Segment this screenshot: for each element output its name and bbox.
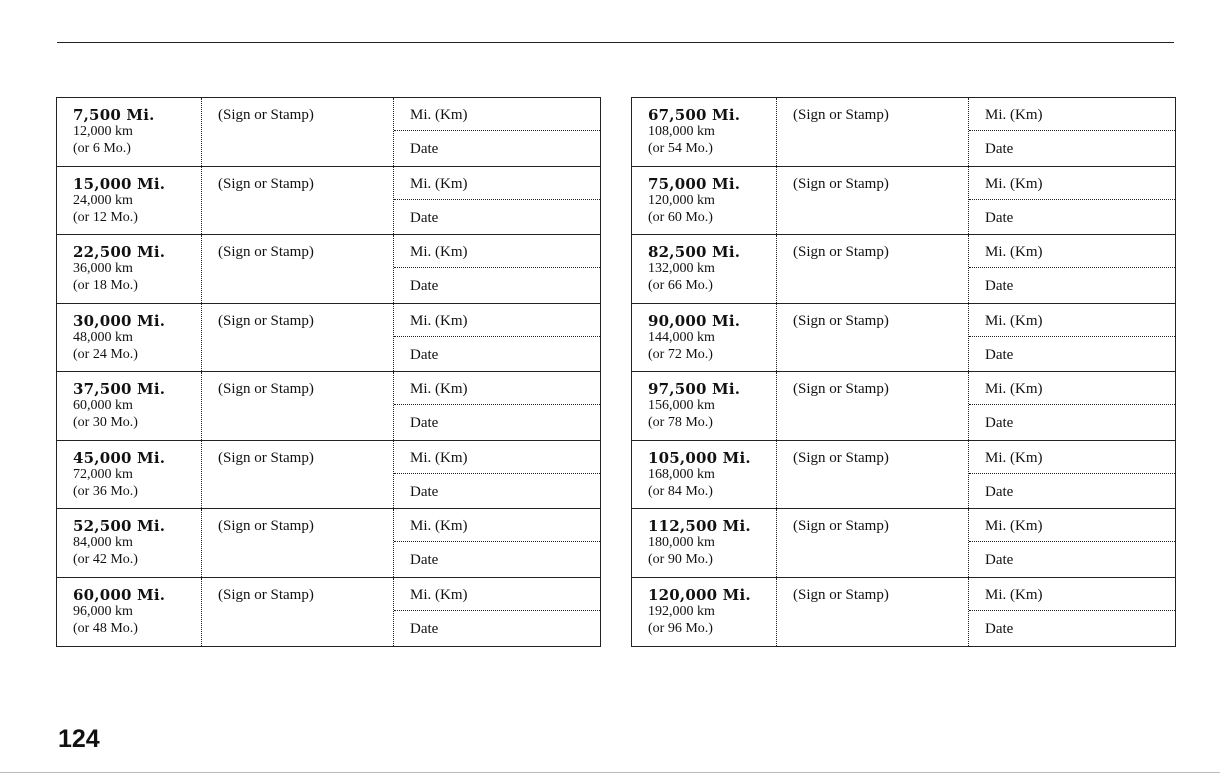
date-field-label: Date [410,483,439,500]
interval-miles: 30,000 Mi. [73,311,166,330]
interval-miles: 15,000 Mi. [73,174,166,193]
interval-miles: 97,500 Mi. [648,380,741,398]
record-divider [969,404,1175,405]
mileage-field-label: Mi. (Km) [985,449,1043,466]
record-cell [394,304,600,372]
record-cell [969,167,1175,235]
sign-or-stamp-label: (Sign or Stamp) [793,312,889,329]
record-cell [969,304,1175,372]
record-divider [969,610,1175,611]
service-interval-cell [57,509,202,577]
sign-or-stamp-label: (Sign or Stamp) [218,175,314,192]
mileage-field-label: Mi. (Km) [410,381,468,397]
service-interval-cell [632,372,777,440]
record-divider [394,610,600,611]
date-field-label: Date [985,141,1014,157]
mileage-field-label: Mi. (Km) [410,449,468,466]
date-field-label: Date [410,346,439,363]
date-field-label: Date [410,415,439,431]
maintenance-log-table-left [56,97,601,647]
sign-or-stamp-cell [777,98,969,166]
record-divider [394,267,600,268]
sign-or-stamp-cell [777,372,969,440]
sign-or-stamp-label: (Sign or Stamp) [218,518,314,534]
sign-or-stamp-cell [202,167,394,235]
record-divider [394,199,600,200]
service-interval-cell [632,235,777,303]
record-divider [394,541,600,542]
record-divider [969,336,1175,337]
mileage-field-label: Mi. (Km) [410,312,468,329]
mileage-field-label: Mi. (Km) [985,175,1043,192]
service-interval-cell [57,304,202,372]
interval-miles: 105,000 Mi. [648,448,751,467]
header-rule [57,42,1174,43]
interval-miles: 67,500 Mi. [648,106,741,124]
sign-or-stamp-cell [777,578,969,647]
interval-months: (or 48 Mo.) [73,620,138,636]
record-cell [394,235,600,303]
interval-km: 144,000 km [648,329,715,345]
date-field-label: Date [985,483,1014,500]
service-entry-row [632,372,1175,441]
date-field-label: Date [410,552,439,568]
mileage-field-label: Mi. (Km) [985,586,1043,603]
interval-months: (or 90 Mo.) [648,552,713,567]
sign-or-stamp-label: (Sign or Stamp) [218,107,314,123]
interval-km: 12,000 km [73,124,133,139]
service-entry-row [57,304,600,373]
mileage-field-label: Mi. (Km) [410,586,468,603]
sign-or-stamp-cell [202,372,394,440]
interval-months: (or 18 Mo.) [73,278,138,293]
record-divider [394,336,600,337]
interval-miles: 120,000 Mi. [648,585,751,604]
service-entry-row [632,441,1175,510]
sign-or-stamp-label: (Sign or Stamp) [793,244,889,260]
sign-or-stamp-cell [202,578,394,647]
service-interval-cell [57,372,202,440]
interval-months: (or 6 Mo.) [73,141,131,156]
sign-or-stamp-label: (Sign or Stamp) [218,586,314,603]
interval-km: 72,000 km [73,466,133,482]
record-cell [394,98,600,166]
service-entry-row [57,509,600,578]
record-divider [969,199,1175,200]
record-divider [394,473,600,474]
service-entry-row [632,304,1175,373]
record-divider [969,473,1175,474]
interval-months: (or 84 Mo.) [648,483,713,499]
interval-miles: 45,000 Mi. [73,448,166,467]
record-cell [394,441,600,509]
maintenance-log-table-right [631,97,1176,647]
record-cell [394,578,600,647]
date-field-label: Date [410,620,439,637]
mileage-field-label: Mi. (Km) [410,175,468,192]
record-divider [969,267,1175,268]
service-entry-row [57,372,600,441]
sign-or-stamp-label: (Sign or Stamp) [793,518,889,534]
interval-miles: 37,500 Mi. [73,380,166,398]
sign-or-stamp-label: (Sign or Stamp) [218,244,314,260]
record-cell [969,372,1175,440]
sign-or-stamp-cell [777,509,969,577]
mileage-field-label: Mi. (Km) [410,107,468,123]
interval-km: 132,000 km [648,261,715,276]
record-divider [969,130,1175,131]
mileage-field-label: Mi. (Km) [985,107,1043,123]
date-field-label: Date [985,415,1014,431]
date-field-label: Date [985,552,1014,568]
interval-miles: 7,500 Mi. [73,106,155,124]
interval-months: (or 72 Mo.) [648,346,713,362]
sign-or-stamp-label: (Sign or Stamp) [793,381,889,397]
interval-months: (or 96 Mo.) [648,620,713,636]
sign-or-stamp-cell [202,509,394,577]
interval-months: (or 36 Mo.) [73,483,138,499]
sign-or-stamp-label: (Sign or Stamp) [793,107,889,123]
interval-km: 192,000 km [648,603,715,619]
interval-km: 180,000 km [648,535,715,550]
interval-km: 24,000 km [73,192,133,208]
service-entry-row [632,509,1175,578]
date-field-label: Date [985,278,1014,294]
sign-or-stamp-cell [202,98,394,166]
record-divider [394,404,600,405]
record-cell [969,509,1175,577]
service-entry-row [57,235,600,304]
sign-or-stamp-label: (Sign or Stamp) [793,449,889,466]
sign-or-stamp-label: (Sign or Stamp) [218,381,314,397]
record-cell [969,578,1175,647]
service-interval-cell [57,235,202,303]
interval-months: (or 24 Mo.) [73,346,138,362]
sign-or-stamp-label: (Sign or Stamp) [793,175,889,192]
service-entry-row [57,167,600,236]
date-field-label: Date [985,620,1014,637]
date-field-label: Date [410,141,439,157]
interval-km: 84,000 km [73,535,133,550]
sign-or-stamp-label: (Sign or Stamp) [793,586,889,603]
service-interval-cell [57,167,202,235]
sign-or-stamp-label: (Sign or Stamp) [218,312,314,329]
mileage-field-label: Mi. (Km) [985,518,1043,534]
interval-months: (or 30 Mo.) [73,415,138,430]
service-entry-row [632,578,1175,647]
interval-km: 156,000 km [648,398,715,413]
service-interval-cell [57,578,202,647]
mileage-field-label: Mi. (Km) [410,518,468,534]
page-number: 124 [58,725,100,753]
record-cell [394,509,600,577]
service-interval-cell [632,441,777,509]
record-divider [394,130,600,131]
service-entry-row [57,441,600,510]
mileage-field-label: Mi. (Km) [985,381,1043,397]
interval-miles: 90,000 Mi. [648,311,741,330]
interval-km: 120,000 km [648,192,715,208]
interval-months: (or 78 Mo.) [648,415,713,430]
record-cell [969,441,1175,509]
service-entry-row [632,98,1175,167]
sign-or-stamp-cell [777,304,969,372]
service-interval-cell [632,578,777,647]
interval-miles: 112,500 Mi. [648,517,751,535]
date-field-label: Date [985,346,1014,363]
service-interval-cell [57,441,202,509]
interval-miles: 52,500 Mi. [73,517,166,535]
sign-or-stamp-cell [202,304,394,372]
sign-or-stamp-cell [202,441,394,509]
record-cell [969,235,1175,303]
sign-or-stamp-cell [202,235,394,303]
record-cell [394,372,600,440]
service-interval-cell [632,167,777,235]
interval-months: (or 54 Mo.) [648,141,713,156]
interval-miles: 75,000 Mi. [648,174,741,193]
interval-km: 96,000 km [73,603,133,619]
sign-or-stamp-cell [777,167,969,235]
date-field-label: Date [410,209,439,226]
mileage-field-label: Mi. (Km) [985,312,1043,329]
footer-rule [0,772,1220,773]
interval-miles: 22,500 Mi. [73,243,166,261]
interval-km: 36,000 km [73,261,133,276]
interval-km: 48,000 km [73,329,133,345]
service-entry-row [57,98,600,167]
interval-miles: 82,500 Mi. [648,243,741,261]
sign-or-stamp-cell [777,441,969,509]
mileage-field-label: Mi. (Km) [985,244,1043,260]
service-entry-row [632,235,1175,304]
service-interval-cell [632,98,777,166]
date-field-label: Date [985,209,1014,226]
interval-months: (or 12 Mo.) [73,209,138,225]
sign-or-stamp-cell [777,235,969,303]
interval-months: (or 60 Mo.) [648,209,713,225]
service-interval-cell [632,304,777,372]
interval-km: 108,000 km [648,124,715,139]
record-divider [969,541,1175,542]
service-interval-cell [57,98,202,166]
interval-miles: 60,000 Mi. [73,585,166,604]
interval-months: (or 42 Mo.) [73,552,138,567]
service-entry-row [632,167,1175,236]
record-cell [394,167,600,235]
interval-km: 60,000 km [73,398,133,413]
interval-months: (or 66 Mo.) [648,278,713,293]
date-field-label: Date [410,278,439,294]
interval-km: 168,000 km [648,466,715,482]
record-cell [969,98,1175,166]
service-interval-cell [632,509,777,577]
sign-or-stamp-label: (Sign or Stamp) [218,449,314,466]
service-entry-row [57,578,600,647]
mileage-field-label: Mi. (Km) [410,244,468,260]
